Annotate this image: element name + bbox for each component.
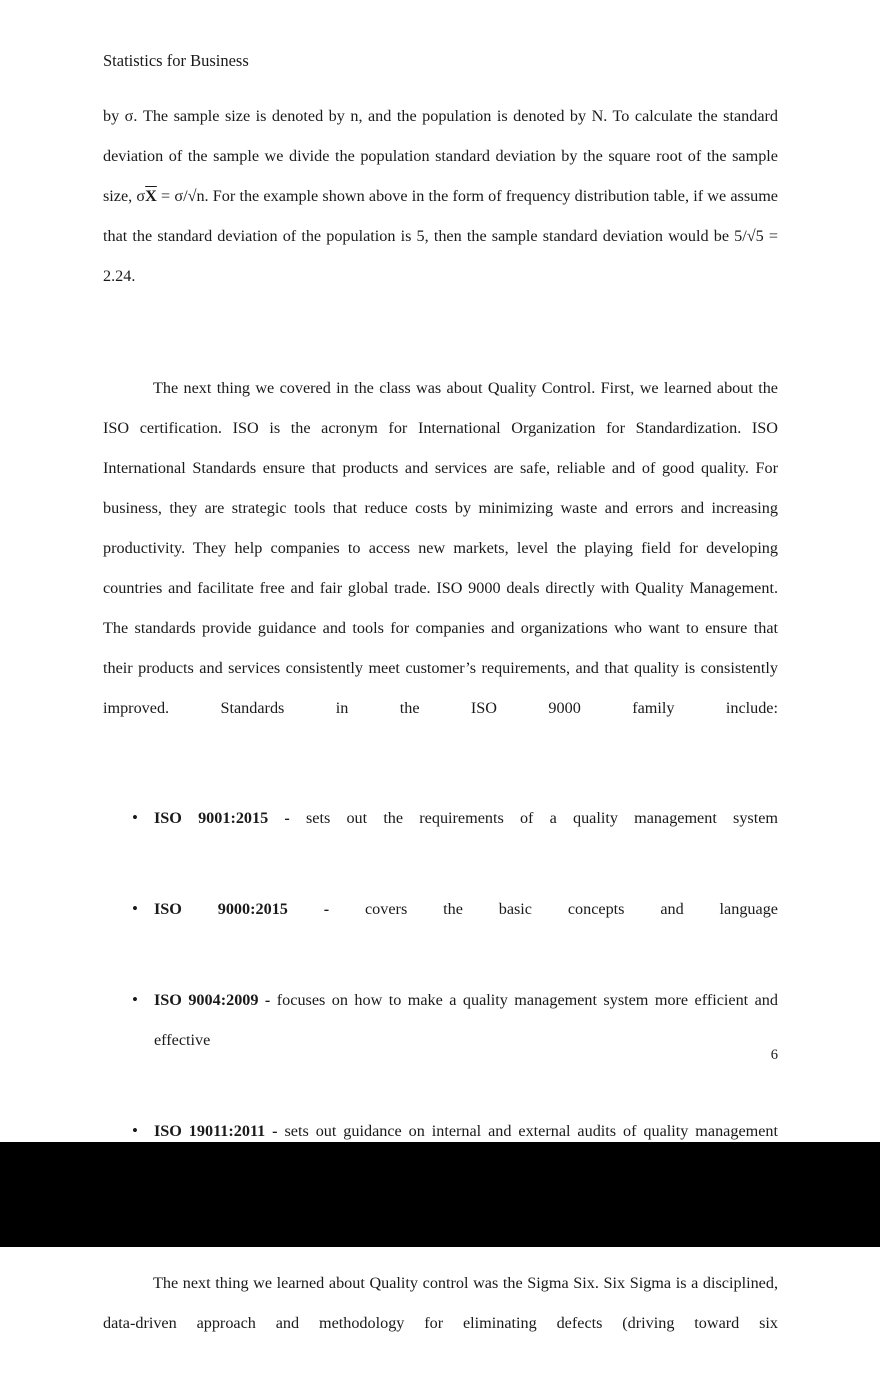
iso-standard-description: focuses on how to make a quality management system more efficient and effective	[154, 991, 778, 1049]
bullet-icon: •	[132, 808, 138, 827]
list-item	[103, 798, 778, 878]
iso-standard-description: sets out guidance on internal and external audits of quality management	[284, 1122, 778, 1140]
bullet-icon: •	[132, 899, 138, 918]
page-title: Statistics for Business	[103, 51, 249, 70]
iso-standard-description: covers the basic concepts and language	[329, 900, 778, 918]
bullet-icon: •	[132, 1121, 138, 1140]
bullet-icon: •	[132, 990, 138, 1009]
bottom-black-band	[0, 1142, 880, 1247]
list-item	[103, 980, 778, 1100]
iso-standard-label: ISO 19011:2011 -	[154, 1122, 278, 1140]
list-item	[103, 889, 778, 969]
paragraph-quality-control-iso: The next thing we covered in the class was about Quality Control. First, we learned about the ISO certification. ISO is the acronym for International Organization for Standardization. ISO International Standards ensure that products and services are safe, reliable and of good quality. For business, they are strategic tools that reduce costs by minimizing waste and errors and increasing productivity. They help companies to access new markets, level the playing field for developing countries and facilitate free and fair global trade. ISO 9000 deals directly with Quality Management. The standards provide guidance and tools for companies and organizations who want to ensure that their products and services consistently meet customer’s requirements, and that quality is consistently improved. Standards in the ISO 9000 family include:	[103, 379, 778, 717]
iso-standard-label: ISO 9000:2015 -	[154, 900, 330, 918]
iso-standard-label: ISO 9004:2009 -	[154, 991, 271, 1009]
x-bar-symbol: $\overline{X}$	[145, 187, 157, 205]
page-number: 6	[770, 1047, 778, 1063]
iso-standard-label: ISO 9001:2015 -	[154, 809, 290, 827]
paragraph-six-sigma: The next thing we learned about Quality control was the Sigma Six. Six Sigma is a disciplined, data-driven approach and methodology for eliminating defects (driving toward six	[103, 1274, 778, 1332]
paragraph-standard-deviation: by σ. The sample size is denoted by n, and the population is denoted by N. To calculate the standard deviation of the sample we divide the population standard deviation by the square root of the sample size, $\sigma\overline{X} = \sigma/√n$. For the example shown above in the form of frequency distribution table, if we assume that the standard deviation of the population is 5, then the sample standard deviation would be 5/√5 = 2.24.	[103, 107, 778, 285]
iso-standard-description: sets out the requirements of a quality management system	[289, 809, 778, 827]
